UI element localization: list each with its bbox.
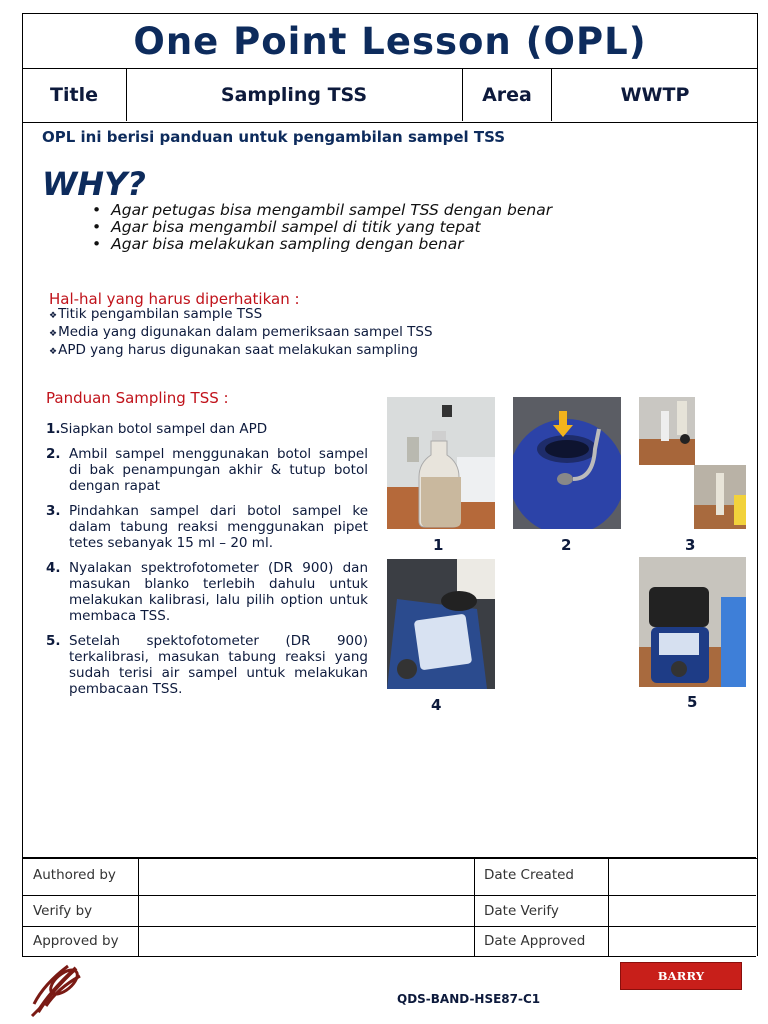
step-text: Pindahkan sampel dari botol sampel ke dalam tabung reaksi menggunakan pipet tetes sebanyak 15 ml – 20 ml. — [69, 503, 368, 551]
photo-label: 2 — [561, 536, 572, 554]
photo-label: 1 — [433, 536, 444, 554]
table-divider — [138, 857, 139, 956]
table-divider — [474, 857, 475, 956]
photo-tss-reading — [639, 557, 746, 687]
title-value: Sampling TSS — [220, 84, 368, 106]
date-created-label: Date Created — [484, 867, 574, 883]
guide-heading: Panduan Sampling TSS : — [46, 389, 229, 407]
header-divider — [126, 68, 127, 121]
step-text: Nyalakan spektrofotometer (DR 900) dan masukan blanko terlebih dahulu untuk melakukan kalibrasi, lalu pilih option untuk membaca TSS. — [69, 560, 368, 624]
step-item — [46, 633, 368, 697]
page-title: One Point Lesson (OPL) — [133, 20, 647, 63]
why-item: • Agar bisa melakukan sampling dengan benar — [92, 236, 552, 253]
photo-pipette-transfer — [639, 397, 695, 465]
photo-sample-bottle — [387, 397, 495, 529]
photo-label: 5 — [687, 693, 698, 711]
table-rule — [22, 895, 756, 896]
photo-spectrophotometer — [387, 559, 495, 689]
why-list — [92, 202, 552, 253]
date-approved-label: Date Approved — [484, 933, 586, 949]
step-number: 2. — [46, 446, 61, 462]
cocoa-bean-logo-icon — [28, 962, 86, 1018]
table-rule — [22, 956, 756, 957]
notice-list — [49, 306, 433, 360]
area-label: Area — [482, 84, 532, 106]
step-item — [46, 503, 368, 551]
notice-heading: Hal-hal yang harus diperhatikan : — [49, 290, 300, 308]
photo-label: 3 — [685, 536, 696, 554]
header-row — [22, 68, 758, 123]
why-item: • Agar petugas bisa mengambil sampel TSS dengan benar — [92, 202, 552, 219]
step-text: Ambil sampel menggunakan botol sampel di bak penampungan akhir & tutup botol dengan rapat — [69, 446, 368, 494]
step-text: Siapkan botol sampel dan APD — [60, 421, 268, 437]
authored-by-label: Authored by — [33, 867, 116, 883]
why-heading: WHY? — [42, 165, 146, 203]
table-rule — [22, 926, 756, 927]
notice-item: ❖ APD yang harus digunakan saat melakukan sampling — [49, 342, 433, 360]
signature-table — [22, 857, 758, 956]
notice-item: ❖ Titik pengambilan sample TSS — [49, 306, 433, 324]
why-item: • Agar bisa mengambil sampel di titik yang tepat — [92, 219, 552, 236]
steps-list — [46, 421, 368, 706]
brand-logo-text: BARRY CALLEBAUT — [639, 969, 723, 1009]
step-number: 5. — [46, 633, 61, 649]
step-number: 4. — [46, 560, 61, 576]
date-verify-label: Date Verify — [484, 903, 559, 919]
table-rule — [22, 857, 756, 858]
header-divider — [462, 68, 463, 121]
step-item — [46, 446, 368, 494]
step-number: 1. — [46, 421, 61, 437]
intro-text: OPL ini berisi panduan untuk pengambilan sampel TSS — [42, 128, 506, 146]
table-divider — [608, 857, 609, 956]
verify-by-label: Verify by — [33, 903, 93, 919]
approved-by-label: Approved by — [33, 933, 119, 949]
area-value: WWTP — [620, 84, 690, 106]
step-item — [46, 421, 368, 437]
header-divider — [551, 68, 552, 121]
photo-sampling-tank — [513, 397, 621, 529]
step-number: 3. — [46, 503, 61, 519]
document-code: QDS-BAND-HSE87-C1 — [397, 992, 541, 1006]
barry-callebaut-logo — [620, 962, 742, 1009]
photo-label: 4 — [431, 696, 442, 714]
step-item — [46, 560, 368, 624]
step-text: Setelah spektofotometer (DR 900) terkalibrasi, masukan tabung reaksi yang sudah terisi air sampel untuk melakukan pembacaan TSS. — [69, 633, 368, 697]
title-label: Title — [50, 84, 98, 106]
notice-item: ❖ Media yang digunakan dalam pemeriksaan sampel TSS — [49, 324, 433, 342]
photo-test-tube — [694, 465, 746, 529]
